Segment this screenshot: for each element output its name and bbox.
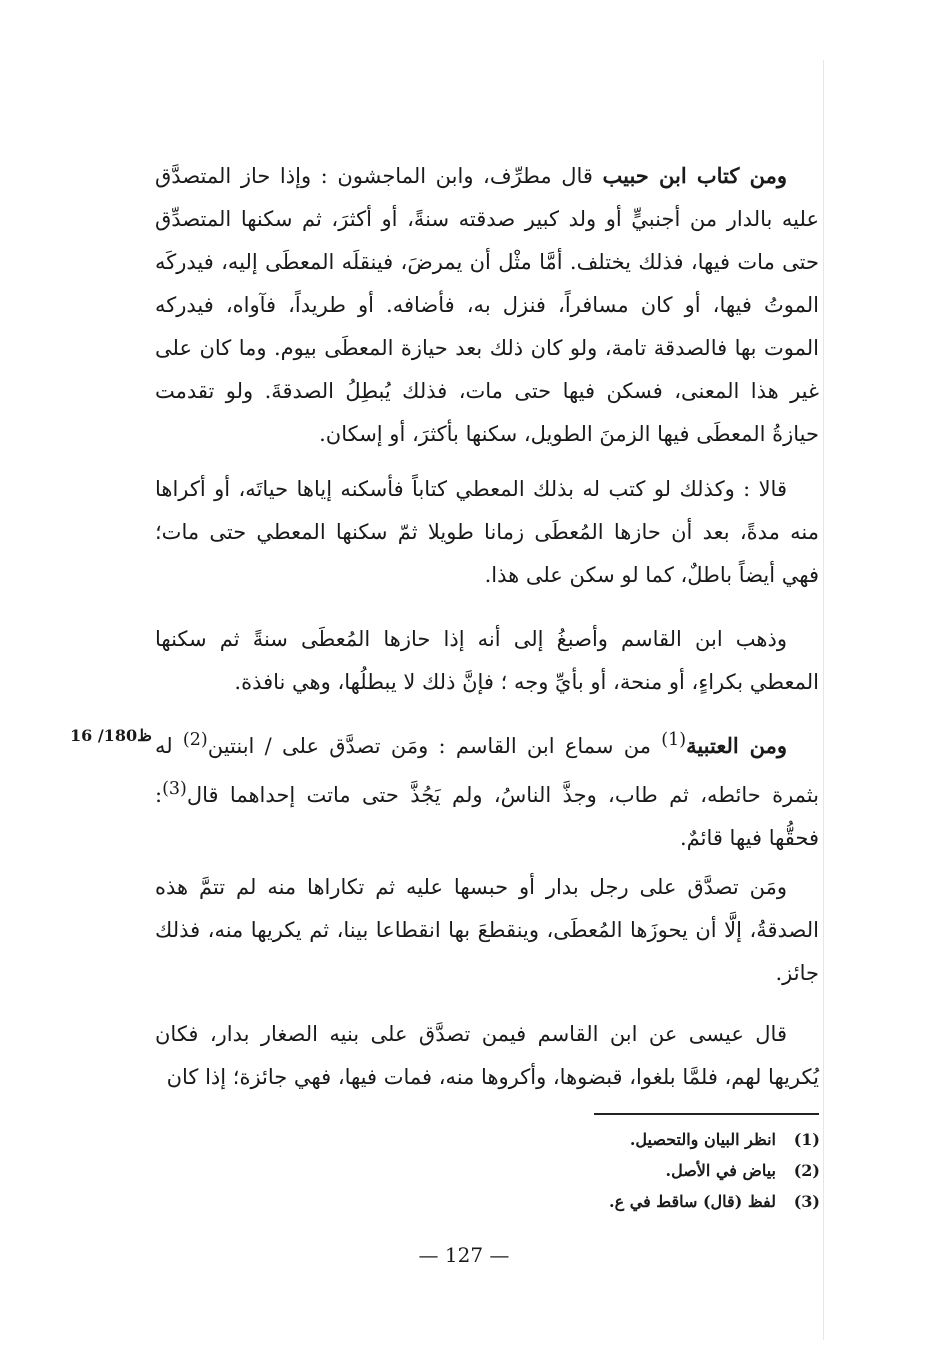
paragraph-text: : فحقُّها فيها قائمٌ.: [155, 783, 819, 850]
paragraph-4: [155, 719, 819, 860]
footnote-ref-1: (1): [661, 730, 687, 750]
footnote-item: [520, 1155, 820, 1186]
footnote-text: لفظ (قال) ساقط في ع.: [609, 1192, 776, 1211]
bold-lead: ومن العتبية: [686, 733, 787, 758]
footnote-separator: [594, 1113, 819, 1115]
footnote-text: انظر البيان والتحصيل.: [629, 1130, 776, 1149]
paragraph-text: ومَن تصدَّق على رجل بدار أو حبسها عليه ثم تكاراها منه لم تتمَّ هذه الصدقةُ، إلَّا أن يحوزَها المُعطَى، وينقطعَ بها انقطاعا بينا، ثم يكريها منه، فذلك جائز.: [155, 875, 819, 985]
footnote-item: [520, 1186, 820, 1217]
paragraph-3: [155, 618, 819, 704]
paragraph-2: [155, 468, 819, 597]
paragraph-text: قالا : وكذلك لو كتب له بذلك المعطي كتاباً فأسكنه إياها حياتَه، أو أكراها منه مدةً، بعد أن حازها المُعطَى زمانا طويلا ثمّ سكنها المعطي حتى مات؛ فهي أيضاً باطلٌ، كما لو سكن على هذا.: [155, 477, 819, 587]
paragraph-5: [155, 866, 819, 995]
footnote-number: (3): [793, 1192, 820, 1211]
footnote-ref-3: (3): [162, 779, 187, 799]
manuscript-folio-reference: 16 /180ظ: [70, 726, 152, 745]
footnote-text: بياض في الأصل.: [665, 1161, 776, 1180]
paragraph-text: قال عيسى عن ابن القاسم فيمن تصدَّق على بنيه الصغار بدار، فكان يُكريها لهم، فلمَّا بلغوا، قبضوها، وأكروها منه، فمات فيها، فهي جائزة؛ إذا كان: [155, 1022, 819, 1089]
paragraph-1: [155, 154, 819, 456]
scan-edge-line: [823, 60, 824, 1340]
footnote-number: (1): [793, 1130, 820, 1149]
paragraph-text: قال مطرِّف، وابن الماجشون : وإذا حاز المتصدَّق عليه بالدار من أجنبيٍّ أو ولد كبير صدقته سنةً، أو أكثرَ، ثم سكنها المتصدِّق حتى مات فيها، فذلك يختلف. أمَّا مثْل أن يمرضَ، فينقلَه المعطَى إليه، فيدركَه الموتُ فيها، أو كان مسافراً، فنزل به، فأضافه. أو طريداً، فآواه، فيدركه الموت بها فالصدقة تامة، ولو كان ذلك بعد حيازة المعطَى بيوم. وما كان على غير هذا المعنى، فسكن فيها حتى مات، فذلك يُبطِلُ الصدقةَ. ولو تقدمت حيازةُ المعطَى فيها الزمنَ الطويل، سكنها بأكثرَ، أو إسكان.: [155, 164, 819, 446]
page-number: — 127 —: [418, 1243, 510, 1267]
footnote-ref-2: (2): [182, 730, 208, 750]
paragraph-text: وذهب ابن القاسم وأصبغُ إلى أنه إذا حازها المُعطَى سنةً ثم سكنها المعطي بكراءٍ، أو منحة، أو بأيِّ وجه ؛ فإنَّ ذلك لا يبطلُها، وهي نافذة.: [155, 627, 819, 694]
footnote-item: [520, 1124, 820, 1155]
paragraph-text: له بثمرة حائطه، ثم طاب، وجذَّ الناسُ، ولم يَجُذَّ حتى ماتت إحداهما قال: [155, 734, 819, 807]
paragraph-text: من سماع ابن القاسم : ومَن تصدَّق على / ابنتين: [207, 734, 662, 758]
paragraph-6: [155, 1013, 819, 1099]
bold-lead: ومن كتاب ابن حبيب: [602, 163, 787, 188]
footnote-number: (2): [793, 1161, 820, 1180]
footnotes: [520, 1124, 820, 1217]
